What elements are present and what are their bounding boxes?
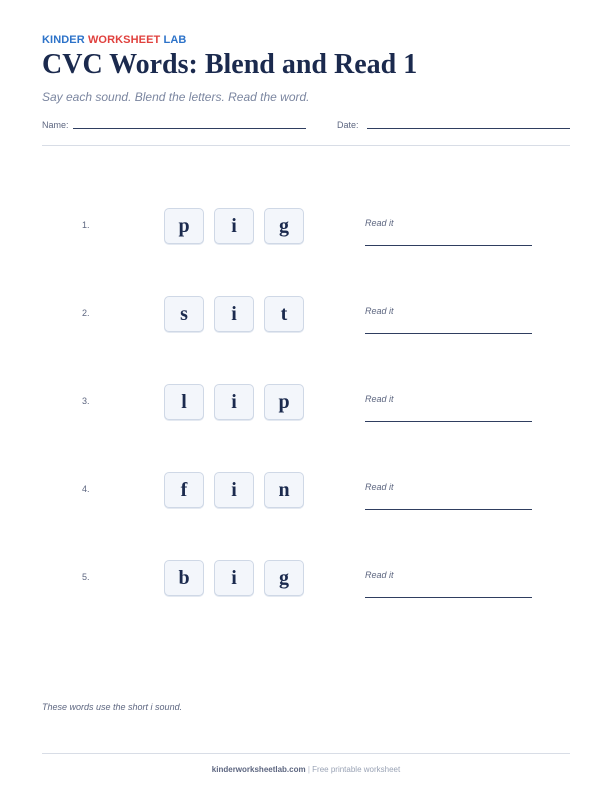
word-row [0, 472, 612, 532]
read-it-label: Read it [365, 482, 394, 492]
read-it-answer-line[interactable] [365, 333, 532, 334]
read-it-answer-line[interactable] [365, 421, 532, 422]
read-it-label: Read it [365, 218, 394, 228]
brand-logo [42, 34, 186, 46]
page-subtitle: Say each sound. Blend the letters. Read the word. [42, 90, 310, 104]
footer-separator: | [307, 765, 310, 774]
letter-tile: p [264, 384, 304, 420]
item-number: 3. [82, 396, 90, 406]
read-it-label: Read it [365, 306, 394, 316]
read-it-label: Read it [365, 394, 394, 404]
date-field[interactable] [367, 128, 570, 129]
letter-tile: t [264, 296, 304, 332]
letter-tile: n [264, 472, 304, 508]
letter-tile: i [214, 384, 254, 420]
letter-tile: b [164, 560, 204, 596]
letter-tile: s [164, 296, 204, 332]
brand-part-worksheet: WORKSHEET [87, 34, 161, 46]
header-divider [42, 145, 570, 146]
item-number: 4. [82, 484, 90, 494]
read-it-answer-line[interactable] [365, 245, 532, 246]
letter-tile: i [214, 560, 254, 596]
word-row [0, 384, 612, 444]
letter-tile: g [264, 560, 304, 596]
read-it-answer-line[interactable] [365, 597, 532, 598]
item-number: 5. [82, 572, 90, 582]
item-number: 1. [82, 220, 90, 230]
footer-divider [42, 753, 570, 754]
word-row [0, 296, 612, 356]
name-label: Name: [42, 120, 69, 130]
date-label: Date: [337, 120, 359, 130]
letter-tile: i [214, 208, 254, 244]
word-row [0, 560, 612, 620]
item-number: 2. [82, 308, 90, 318]
brand-part-lab: LAB [163, 34, 187, 46]
letter-tile: f [164, 472, 204, 508]
read-it-answer-line[interactable] [365, 509, 532, 510]
letter-tile: i [214, 472, 254, 508]
page-footer [0, 765, 612, 774]
footer-note: These words use the short i sound. [42, 702, 183, 712]
footer-site: kinderworksheetlab.com [211, 765, 306, 774]
word-row [0, 208, 612, 268]
brand-part-kinder: KINDER [42, 34, 85, 46]
read-it-label: Read it [365, 570, 394, 580]
page-title: CVC Words: Blend and Read 1 [42, 49, 418, 80]
footer-tagline: Free printable worksheet [312, 765, 401, 774]
letter-tile: p [164, 208, 204, 244]
letter-tile: g [264, 208, 304, 244]
letter-tile: l [164, 384, 204, 420]
letter-tile: i [214, 296, 254, 332]
name-field[interactable] [73, 128, 306, 129]
